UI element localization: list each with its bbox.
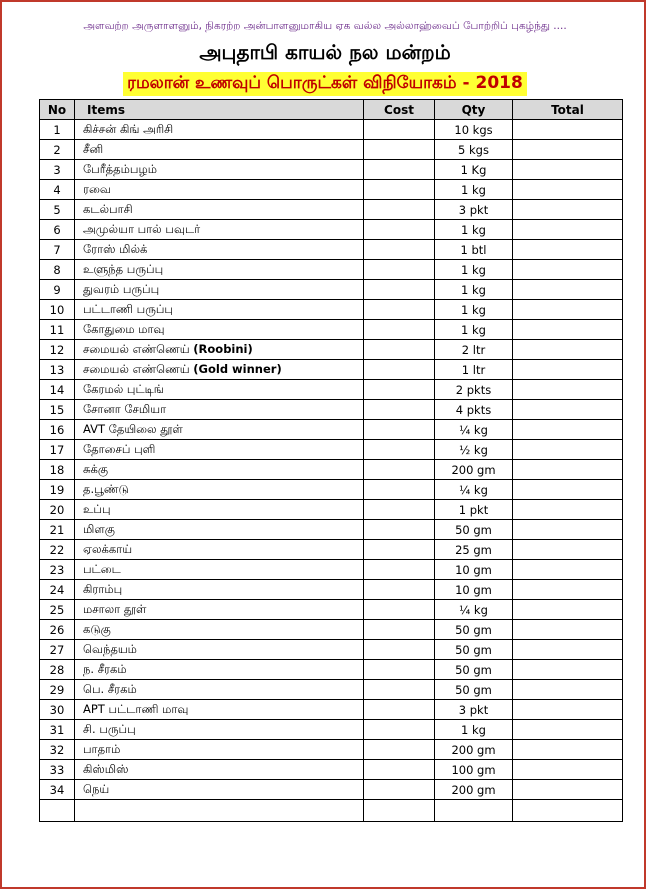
item-cost — [364, 620, 435, 640]
item-name-text: வெந்தயம் — [83, 641, 137, 656]
item-name-text: ஏலக்காய் — [83, 541, 133, 556]
item-qty: 3 pkt — [435, 700, 513, 720]
item-name — [75, 540, 364, 560]
blank-cell — [513, 800, 623, 822]
item-name-text: தோசைப் புளி — [83, 441, 156, 456]
row-number: 2 — [40, 140, 75, 160]
row-number: 12 — [40, 340, 75, 360]
table-row — [40, 140, 623, 160]
item-qty: ½ kg — [435, 440, 513, 460]
row-number: 3 — [40, 160, 75, 180]
item-name-text: பாதாம் — [83, 741, 121, 756]
row-number: 16 — [40, 420, 75, 440]
item-cost — [364, 360, 435, 380]
item-name-text: APT பட்டாணி மாவு — [83, 701, 189, 716]
item-name — [75, 340, 364, 360]
item-qty: 1 kg — [435, 300, 513, 320]
item-total — [513, 420, 623, 440]
row-number: 25 — [40, 600, 75, 620]
item-cost — [364, 140, 435, 160]
item-qty: 2 pkts — [435, 380, 513, 400]
item-total — [513, 780, 623, 800]
item-cost — [364, 400, 435, 420]
table-row — [40, 220, 623, 240]
item-name-text: கேரமல் புட்டிங் — [83, 381, 164, 396]
row-number: 8 — [40, 260, 75, 280]
blank-cell — [75, 800, 364, 822]
item-qty: 50 gm — [435, 680, 513, 700]
item-cost — [364, 300, 435, 320]
item-total — [513, 180, 623, 200]
table-row — [40, 180, 623, 200]
item-qty: ¼ kg — [435, 480, 513, 500]
item-cost — [364, 340, 435, 360]
item-name — [75, 420, 364, 440]
table-row — [40, 160, 623, 180]
item-qty: 10 kgs — [435, 120, 513, 140]
invocation-line: அளவற்ற அருளாளனும், நிகரற்ற அன்பாளனுமாகிய ஏக வல்ல அல்லாஹ்வைப் போற்றிப் புகழ்ந்து .... — [83, 20, 567, 32]
item-qty: 1 ltr — [435, 360, 513, 380]
item-cost — [364, 260, 435, 280]
subtitle-wrap — [2, 72, 648, 96]
row-number: 31 — [40, 720, 75, 740]
table-row — [40, 500, 623, 520]
item-qty: 3 pkt — [435, 200, 513, 220]
item-name-text: ந. சீரகம் — [83, 661, 127, 676]
item-total — [513, 400, 623, 420]
row-number: 27 — [40, 640, 75, 660]
item-qty: 50 gm — [435, 660, 513, 680]
item-cost — [364, 440, 435, 460]
item-qty: 2 ltr — [435, 340, 513, 360]
item-name — [75, 160, 364, 180]
row-number: 7 — [40, 240, 75, 260]
blank-cell — [435, 800, 513, 822]
item-cost — [364, 500, 435, 520]
item-total — [513, 440, 623, 460]
row-number: 5 — [40, 200, 75, 220]
row-number: 6 — [40, 220, 75, 240]
item-qty: 50 gm — [435, 520, 513, 540]
item-cost — [364, 680, 435, 700]
item-total — [513, 760, 623, 780]
row-number: 13 — [40, 360, 75, 380]
item-total — [513, 460, 623, 480]
item-total — [513, 560, 623, 580]
item-brand: (Gold winner) — [193, 361, 282, 376]
item-name — [75, 560, 364, 580]
column-header-qty: Qty — [435, 100, 513, 120]
item-name — [75, 460, 364, 480]
item-name-text: AVT தேயிலை தூள் — [83, 421, 183, 436]
item-name — [75, 220, 364, 240]
row-number: 20 — [40, 500, 75, 520]
item-name-text: சமையல் எண்ணெய் — [83, 341, 190, 356]
table-row — [40, 740, 623, 760]
item-total — [513, 740, 623, 760]
item-cost — [364, 120, 435, 140]
item-name-text: கிஸ்மிஸ் — [83, 761, 129, 776]
row-number: 22 — [40, 540, 75, 560]
table-row — [40, 600, 623, 620]
item-name — [75, 300, 364, 320]
item-total — [513, 480, 623, 500]
item-qty: ¼ kg — [435, 600, 513, 620]
item-name — [75, 200, 364, 220]
row-number: 15 — [40, 400, 75, 420]
item-name — [75, 660, 364, 680]
item-cost — [364, 480, 435, 500]
item-name — [75, 700, 364, 720]
row-number: 19 — [40, 480, 75, 500]
row-number: 4 — [40, 180, 75, 200]
item-name-text: பட்டை — [83, 561, 121, 576]
item-total — [513, 680, 623, 700]
row-number: 26 — [40, 620, 75, 640]
table-row — [40, 260, 623, 280]
table-row — [40, 340, 623, 360]
column-header-cost: Cost — [364, 100, 435, 120]
item-total — [513, 200, 623, 220]
item-total — [513, 280, 623, 300]
item-cost — [364, 540, 435, 560]
table-header-row — [40, 100, 623, 120]
item-qty: 10 gm — [435, 560, 513, 580]
item-name-text: அமுல்யா பால் பவுடர் — [83, 221, 201, 236]
item-total — [513, 500, 623, 520]
item-name — [75, 620, 364, 640]
item-total — [513, 660, 623, 680]
row-number: 11 — [40, 320, 75, 340]
item-name-text: த.பூண்டு — [83, 481, 129, 496]
table-row — [40, 580, 623, 600]
item-total — [513, 720, 623, 740]
item-name-text: சுக்கு — [83, 461, 109, 476]
item-qty: 25 gm — [435, 540, 513, 560]
table-row — [40, 620, 623, 640]
item-name-text: கிச்சன் கிங் அரிசி — [83, 121, 174, 136]
table-row — [40, 560, 623, 580]
item-cost — [364, 560, 435, 580]
item-total — [513, 260, 623, 280]
item-name — [75, 440, 364, 460]
item-total — [513, 220, 623, 240]
column-header-no: No — [40, 100, 75, 120]
item-name-text: பெ. சீரகம் — [83, 681, 137, 696]
item-qty: 1 Kg — [435, 160, 513, 180]
item-qty: 1 kg — [435, 720, 513, 740]
table-row — [40, 320, 623, 340]
item-cost — [364, 460, 435, 480]
table-row — [40, 280, 623, 300]
table-row — [40, 200, 623, 220]
item-total — [513, 540, 623, 560]
item-cost — [364, 320, 435, 340]
item-total — [513, 380, 623, 400]
item-total — [513, 600, 623, 620]
item-name — [75, 480, 364, 500]
row-number: 30 — [40, 700, 75, 720]
item-total — [513, 620, 623, 640]
item-name — [75, 240, 364, 260]
item-name-text: கடல்பாசி — [83, 201, 133, 216]
item-total — [513, 160, 623, 180]
row-number: 34 — [40, 780, 75, 800]
row-number: 23 — [40, 560, 75, 580]
item-name-text: துவரம் பருப்பு — [83, 281, 160, 296]
item-qty: ¼ kg — [435, 420, 513, 440]
item-cost — [364, 760, 435, 780]
item-cost — [364, 280, 435, 300]
item-cost — [364, 600, 435, 620]
table-row — [40, 240, 623, 260]
item-qty: 50 gm — [435, 620, 513, 640]
table-row — [40, 660, 623, 680]
item-qty: 5 kgs — [435, 140, 513, 160]
item-cost — [364, 660, 435, 680]
item-name — [75, 720, 364, 740]
table-row — [40, 520, 623, 540]
table-row — [40, 360, 623, 380]
item-name-text: பேரீத்தம்பழம் — [83, 161, 157, 176]
item-name — [75, 180, 364, 200]
item-name-text: பட்டாணி பருப்பு — [83, 301, 173, 316]
blank-cell — [40, 800, 75, 822]
item-qty: 200 gm — [435, 460, 513, 480]
row-number: 9 — [40, 280, 75, 300]
blank-row — [40, 800, 623, 822]
row-number: 32 — [40, 740, 75, 760]
table-row — [40, 420, 623, 440]
item-name-text: சி. பருப்பு — [83, 721, 136, 736]
item-qty: 10 gm — [435, 580, 513, 600]
row-number: 17 — [40, 440, 75, 460]
item-name — [75, 400, 364, 420]
row-number: 29 — [40, 680, 75, 700]
item-cost — [364, 780, 435, 800]
table-row — [40, 400, 623, 420]
item-cost — [364, 580, 435, 600]
item-name-text: நெய் — [83, 781, 110, 796]
table-body — [40, 120, 623, 822]
table-row — [40, 300, 623, 320]
item-name — [75, 360, 364, 380]
item-qty: 1 pkt — [435, 500, 513, 520]
column-header-total: Total — [513, 100, 623, 120]
table-row — [40, 480, 623, 500]
row-number: 24 — [40, 580, 75, 600]
item-name — [75, 520, 364, 540]
item-name-text: கடுகு — [83, 621, 111, 636]
item-qty: 50 gm — [435, 640, 513, 660]
item-name-text: சீனி — [83, 141, 104, 156]
row-number: 10 — [40, 300, 75, 320]
item-name — [75, 140, 364, 160]
organization-title: அபுதாபி காயல் நல மன்றம் — [199, 40, 451, 64]
row-number: 18 — [40, 460, 75, 480]
item-cost — [364, 160, 435, 180]
table-row — [40, 380, 623, 400]
item-name-text: ரோஸ் மில்க் — [83, 241, 148, 256]
item-cost — [364, 720, 435, 740]
table-row — [40, 440, 623, 460]
item-total — [513, 340, 623, 360]
item-cost — [364, 640, 435, 660]
item-total — [513, 320, 623, 340]
item-name-text: கிராம்பு — [83, 581, 123, 596]
item-cost — [364, 520, 435, 540]
item-name — [75, 120, 364, 140]
row-number: 28 — [40, 660, 75, 680]
item-cost — [364, 220, 435, 240]
item-name — [75, 680, 364, 700]
item-name — [75, 640, 364, 660]
item-name — [75, 580, 364, 600]
distribution-year: - 2018 — [456, 73, 523, 93]
item-qty: 1 kg — [435, 220, 513, 240]
item-qty: 4 pkts — [435, 400, 513, 420]
row-number: 33 — [40, 760, 75, 780]
item-name — [75, 600, 364, 620]
table-row — [40, 780, 623, 800]
item-total — [513, 240, 623, 260]
item-cost — [364, 380, 435, 400]
items-table — [39, 99, 623, 822]
item-qty: 1 btl — [435, 240, 513, 260]
item-name-text: உப்பு — [83, 501, 111, 516]
item-total — [513, 140, 623, 160]
row-number: 1 — [40, 120, 75, 140]
table-row — [40, 720, 623, 740]
item-name — [75, 260, 364, 280]
item-name — [75, 320, 364, 340]
item-cost — [364, 180, 435, 200]
row-number: 14 — [40, 380, 75, 400]
item-total — [513, 300, 623, 320]
item-name — [75, 740, 364, 760]
item-total — [513, 520, 623, 540]
item-cost — [364, 700, 435, 720]
item-total — [513, 640, 623, 660]
item-qty: 1 kg — [435, 180, 513, 200]
item-qty: 200 gm — [435, 780, 513, 800]
row-number: 21 — [40, 520, 75, 540]
item-name-text: கோதுமை மாவு — [83, 321, 165, 336]
distribution-title-text: ரமலான் உணவுப் பொருட்கள் விநியோகம் — [127, 73, 457, 93]
item-qty: 1 kg — [435, 260, 513, 280]
item-cost — [364, 740, 435, 760]
item-qty: 200 gm — [435, 740, 513, 760]
item-brand: (Roobini) — [193, 341, 253, 356]
table-row — [40, 120, 623, 140]
table-row — [40, 460, 623, 480]
item-cost — [364, 240, 435, 260]
item-name — [75, 280, 364, 300]
item-cost — [364, 200, 435, 220]
distribution-title — [123, 72, 527, 96]
item-name-text: ரவை — [83, 181, 111, 196]
item-name-text: சோனா சேமியா — [83, 401, 167, 416]
table-row — [40, 680, 623, 700]
table-row — [40, 540, 623, 560]
item-name-text: மசாலா தூள் — [83, 601, 147, 616]
item-name — [75, 780, 364, 800]
item-name — [75, 500, 364, 520]
item-total — [513, 120, 623, 140]
item-qty: 100 gm — [435, 760, 513, 780]
column-header-items: Items — [75, 100, 364, 120]
item-total — [513, 580, 623, 600]
item-name-text: மிளகு — [83, 521, 115, 536]
item-name — [75, 760, 364, 780]
table-row — [40, 700, 623, 720]
item-name-text: சமையல் எண்ணெய் — [83, 361, 190, 376]
item-qty: 1 kg — [435, 320, 513, 340]
item-qty: 1 kg — [435, 280, 513, 300]
blank-cell — [364, 800, 435, 822]
item-total — [513, 360, 623, 380]
table-row — [40, 640, 623, 660]
item-name — [75, 380, 364, 400]
item-total — [513, 700, 623, 720]
item-cost — [364, 420, 435, 440]
table-row — [40, 760, 623, 780]
item-name-text: உளுந்த பருப்பு — [83, 261, 164, 276]
